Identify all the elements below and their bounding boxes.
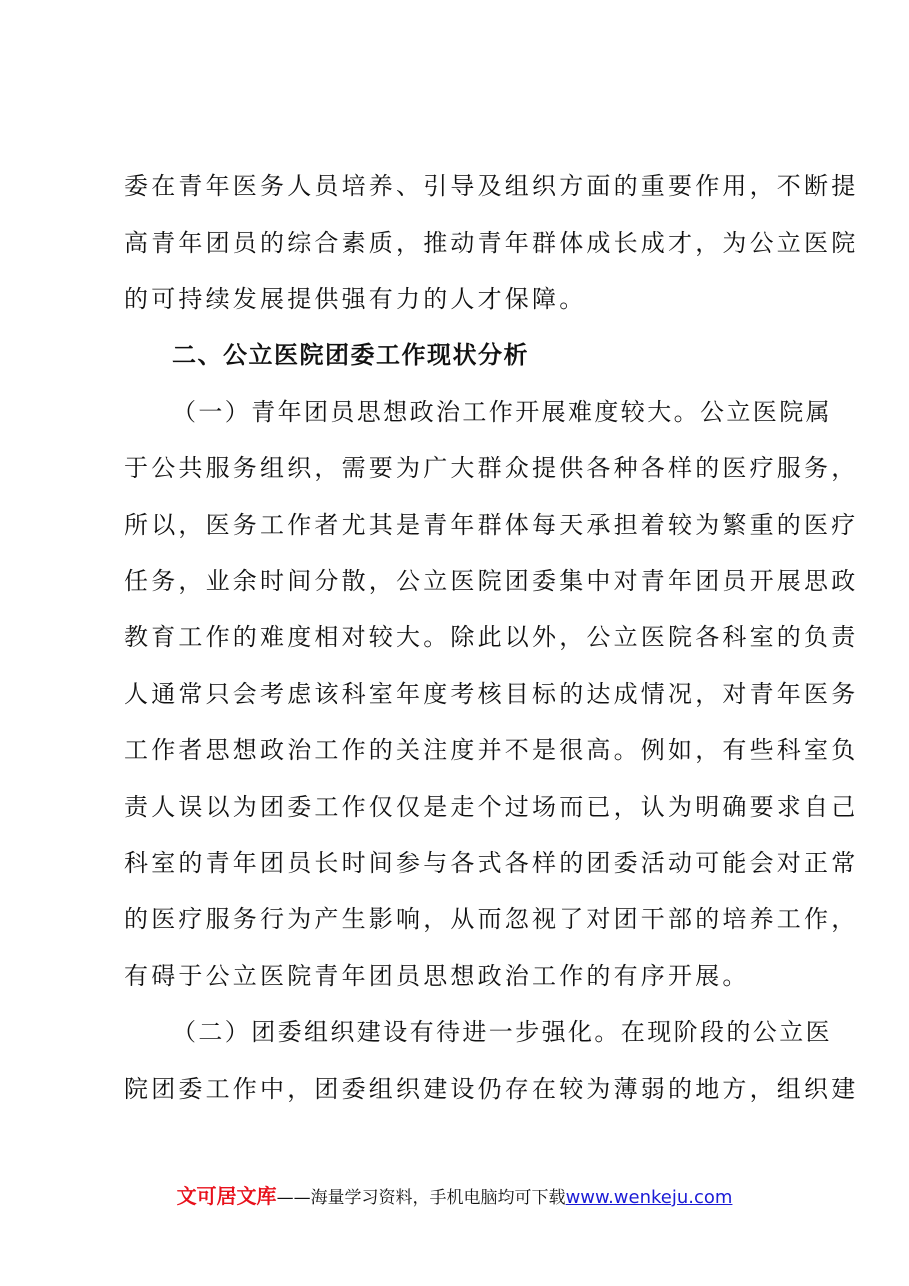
subsection-line: （二）团委组织建设有待进一步强化。在现阶段的公立医 [172,1018,832,1046]
section-heading: 二、公立医院团委工作现状分析 [172,341,529,369]
footer-site-link[interactable]: www.wenkeju.com [565,1187,733,1208]
body-line: 于公共服务组织，需要为广大群众提供各种各样的医疗服务， [124,454,859,482]
body-line: 人通常只会考虑该科室年度考核目标的达成情况，对青年医务 [124,680,859,708]
body-line: 教育工作的难度相对较大。除此以外，公立医院各科室的负责 [124,623,859,651]
footer-slogan: ——海量学习资料，手机电脑均可下载 [276,1188,566,1208]
body-line: 所以，医务工作者尤其是青年群体每天承担着较为繁重的医疗 [124,511,859,539]
body-line: 科室的青年团员长时间参与各式各样的团委活动可能会对正常 [124,849,859,877]
body-line: 的可持续发展提供强有力的人才保障。 [124,285,587,313]
body-line: 责人误以为团委工作仅仅是走个过场而已，认为明确要求自己 [124,793,859,821]
body-line: 工作者思想政治工作的关注度并不是很高。例如，有些科室负 [124,736,859,764]
footer-banner [0,1180,909,1209]
body-line: 任务，业余时间分散，公立医院团委集中对青年团员开展思政 [124,567,859,595]
body-line: 委在青年医务人员培养、引导及组织方面的重要作用，不断提 [124,172,859,200]
body-line: 的医疗服务行为产生影响，从而忽视了对团干部的培养工作， [124,905,859,933]
body-line: 院团委工作中，团委组织建设仍存在较为薄弱的地方，组织建 [124,1075,859,1103]
footer-brand: 文可居文库 [176,1184,277,1208]
body-line: 有碍于公立医院青年团员思想政治工作的有序开展。 [124,962,750,990]
body-line: 高青年团员的综合素质，推动青年群体成长成才，为公立医院 [124,229,859,257]
subsection-line: （一）青年团员思想政治工作开展难度较大。公立医院属 [172,398,832,426]
